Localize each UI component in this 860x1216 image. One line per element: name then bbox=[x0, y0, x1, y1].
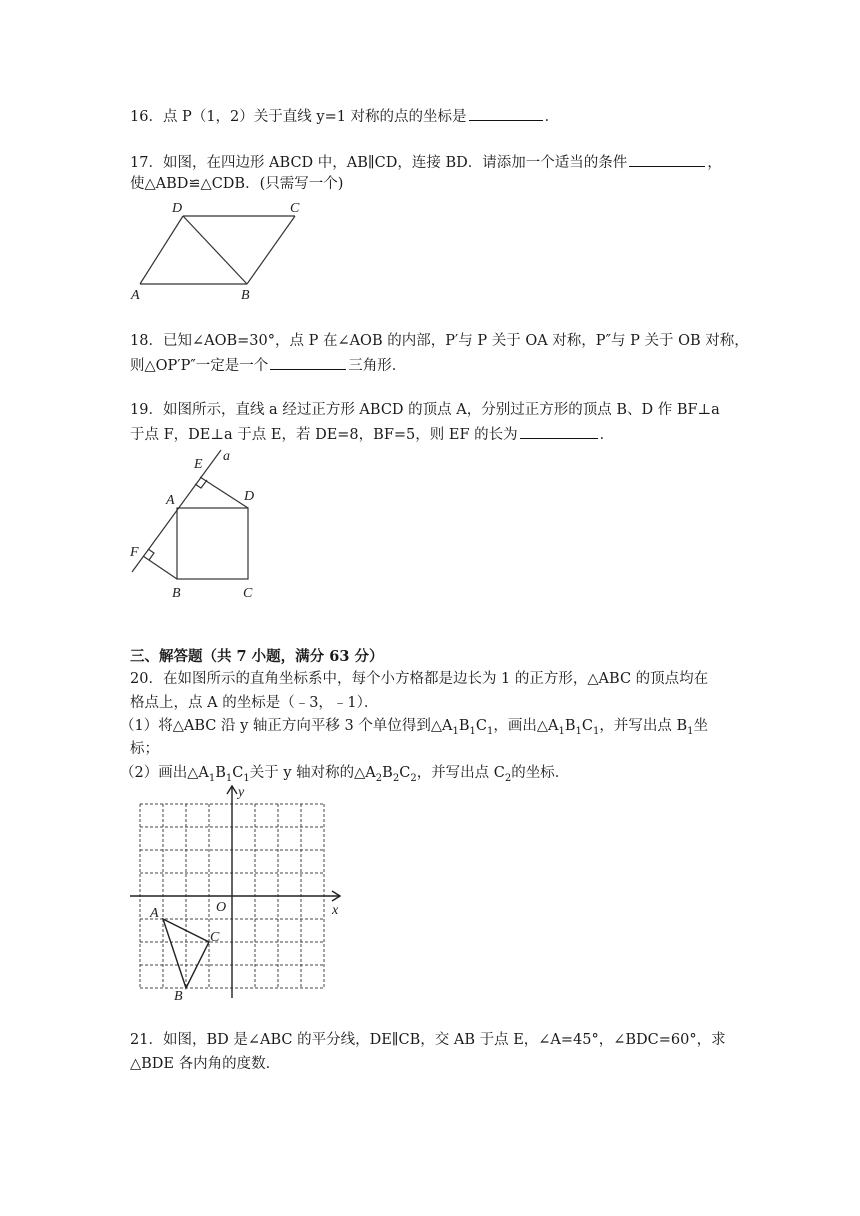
label-a-line: a bbox=[223, 449, 230, 464]
label-point-c: C bbox=[210, 930, 220, 945]
label-a: A bbox=[131, 288, 140, 303]
label-x-axis: x bbox=[332, 903, 339, 918]
question-18-line-1: 18．已知∠AOB=30°，点 P 在∠AOB 的内部，P′与 P 关于 OA 对称，P″与 P 关于 OB 对称， bbox=[130, 333, 749, 349]
label-d: D bbox=[244, 489, 255, 504]
figure-square-abcd bbox=[128, 446, 278, 606]
label-c: C bbox=[290, 201, 300, 216]
figure-parallelogram-abcd bbox=[130, 198, 330, 308]
label-b: B bbox=[172, 586, 181, 601]
label-point-b: B bbox=[174, 989, 183, 1004]
label-a: A bbox=[166, 493, 175, 508]
label-y-axis: y bbox=[238, 785, 245, 800]
label-b: B bbox=[241, 288, 250, 303]
label-e: E bbox=[194, 457, 203, 472]
question-20-part-1-cont: 标； bbox=[130, 741, 159, 757]
figure-coordinate-grid bbox=[128, 784, 358, 1004]
question-17-line-1: 17．如图，在四边形 ABCD 中，AB∥CD，连接 BD．请添加一个适当的条件 ， bbox=[130, 152, 722, 173]
question-18-line-2: 则△OP′P″一定是一个 三角形． bbox=[130, 355, 406, 376]
answer-blank-17[interactable] bbox=[629, 152, 705, 167]
question-20-part-1: （1）将△ABC 沿 y 轴正方向平移 3 个单位得到$\triangle A_1B_1C_1$，画出$\triangle A_1B_1C_1$，并写出点 $B_1$坐 bbox=[120, 718, 708, 737]
label-d: D bbox=[172, 201, 183, 216]
question-21-line-1: 21．如图，BD 是∠ABC 的平分线，DE∥CB，交 AB 于点 E，∠A=45°，∠BDC=60°，求 bbox=[130, 1032, 726, 1048]
question-20-part-2: （2）画出$\triangle A_1B_1C_1$关于 y 轴对称的$\triangle A_2B_2C_2$，并写出点 $C_2$的坐标． bbox=[120, 765, 570, 784]
label-c: C bbox=[243, 586, 253, 601]
answer-blank-19[interactable] bbox=[520, 424, 598, 439]
label-f: F bbox=[130, 545, 139, 560]
question-16-text: 16．点 P（1，2）关于直线 y=1 对称的点的坐标是 bbox=[130, 109, 467, 125]
label-point-a: A bbox=[150, 906, 159, 921]
question-19-line-2: 于点 F，DE⊥a 于点 E，若 DE=8，BF=5，则 EF 的长为 ． bbox=[130, 424, 614, 445]
label-origin: O bbox=[216, 900, 227, 915]
question-16: 16．点 P（1，2）关于直线 y=1 对称的点的坐标是 ． bbox=[130, 106, 559, 127]
question-21-line-2: △BDE 各内角的度数． bbox=[130, 1056, 281, 1072]
question-20-line-2: 格点上，点 A 的坐标是（﹣3，﹣1）． bbox=[130, 695, 379, 711]
answer-blank-18[interactable] bbox=[270, 355, 346, 370]
answer-blank-16[interactable] bbox=[469, 106, 543, 121]
question-17-line-2: 使△ABD≌△CDB．(只需写一个) bbox=[130, 176, 344, 192]
question-19-line-1: 19．如图所示，直线 a 经过正方形 ABCD 的顶点 A，分别过正方形的顶点 B、D 作 BF⊥a bbox=[130, 402, 720, 418]
question-20-line-1: 20．在如图所示的直角坐标系中，每个小方格都是边长为 1 的正方形，△ABC 的顶点均在 bbox=[130, 671, 709, 687]
section-3-title: 三、解答题（共 7 小题，满分 63 分） bbox=[130, 648, 384, 665]
